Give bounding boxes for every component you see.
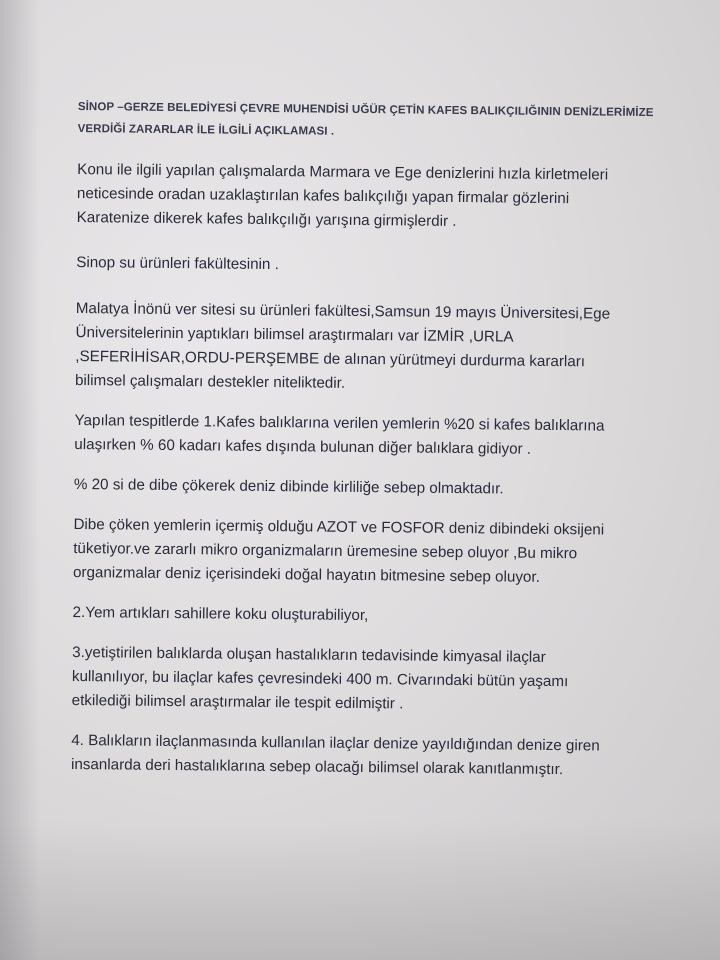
paragraph-sinop-faculty: Sinop su ürünleri fakültesinin .	[76, 253, 279, 274]
paragraph-findings-1: Yapılan tespitlerde 1.Kafes balıklarına verilen yemlerin %20 si kafes balıklarına ulaşırken % 60 kadarı kafes dışında bulunan diğer balıklara gidiyor .	[74, 411, 605, 458]
document-title: SİNOP –GERZE BELEDİYESİ ÇEVRE MUHENDİSİ UĞÜR ÇETİN KAFES BALIKÇILIĞININ DENİZLERİMİZE VERDİĞİ ZARARLAR İLE İLGİLİ AÇIKLAMASI .	[77, 100, 654, 138]
paragraph-findings-4: 4. Balıkların ilaçlanmasında kullanılan ilaçlar denize yayıldığından denize giren insanlarda deri hastalıklarına sebep olacağı bilimsel olarak kanıtlanmıştır.	[70, 731, 600, 779]
paragraph-intro: Konu ile ilgili yapılan çalışmalarda Marmara ve Ege denizlerini hızla kirletmeleri neticesinde oradan uzaklaştırılan kafes balıkçılığı yapan firmalar gözlerini Karatenize dikerek kafes balıkçılığı yarışına girmişlerdir .	[76, 160, 609, 230]
bottom-shadow	[0, 820, 720, 960]
paragraph-azot-fosfor: Dibe çöken yemlerin içermiş olduğu AZOT ve FOSFOR deniz dibindeki oksijeni tüketiyor.ve zararlı mikro organizmaların üremesine sebep oluyor ,Bu mikro organizmalar deniz içerisindeki doğal hayatın bitmesine sebep oluyor.	[72, 515, 605, 586]
paragraph-findings-3: 3.yetiştirilen balıklarda oluşan hastalıkların tedavisinde kimyasal ilaçlar kullanılıyor, bu ilaçlar kafes çevresindeki 400 m. Civarındaki bütün yaşamı etkilediği bilimsel araştırmalar ile tespit edilmiştir .	[71, 643, 569, 713]
left-shadow	[0, 0, 40, 960]
paragraph-universities: Malatya İnönü ver sitesi su ürünleri fakültesi,Samsun 19 mayıs Üniversitesi,Ege Üniversitelerinin yaptıkları bilimsel araştırmaları var İZMİR ,URLA ,SEFERİHİSAR,ORDU-PERŞEMBE de alınan yürütmeyi durdurma kararları bilimsel çalışmaları destekler niteliktedir.	[74, 299, 611, 392]
paragraph-findings-2: 2.Yem artıkları sahillere koku oluşturabiliyor,	[72, 603, 369, 625]
paragraph-findings-seabed: % 20 si de dibe çökerek deniz dibinde kirliliğe sebep olmaktadır.	[73, 475, 504, 498]
document-sheet	[71, 96, 714, 800]
